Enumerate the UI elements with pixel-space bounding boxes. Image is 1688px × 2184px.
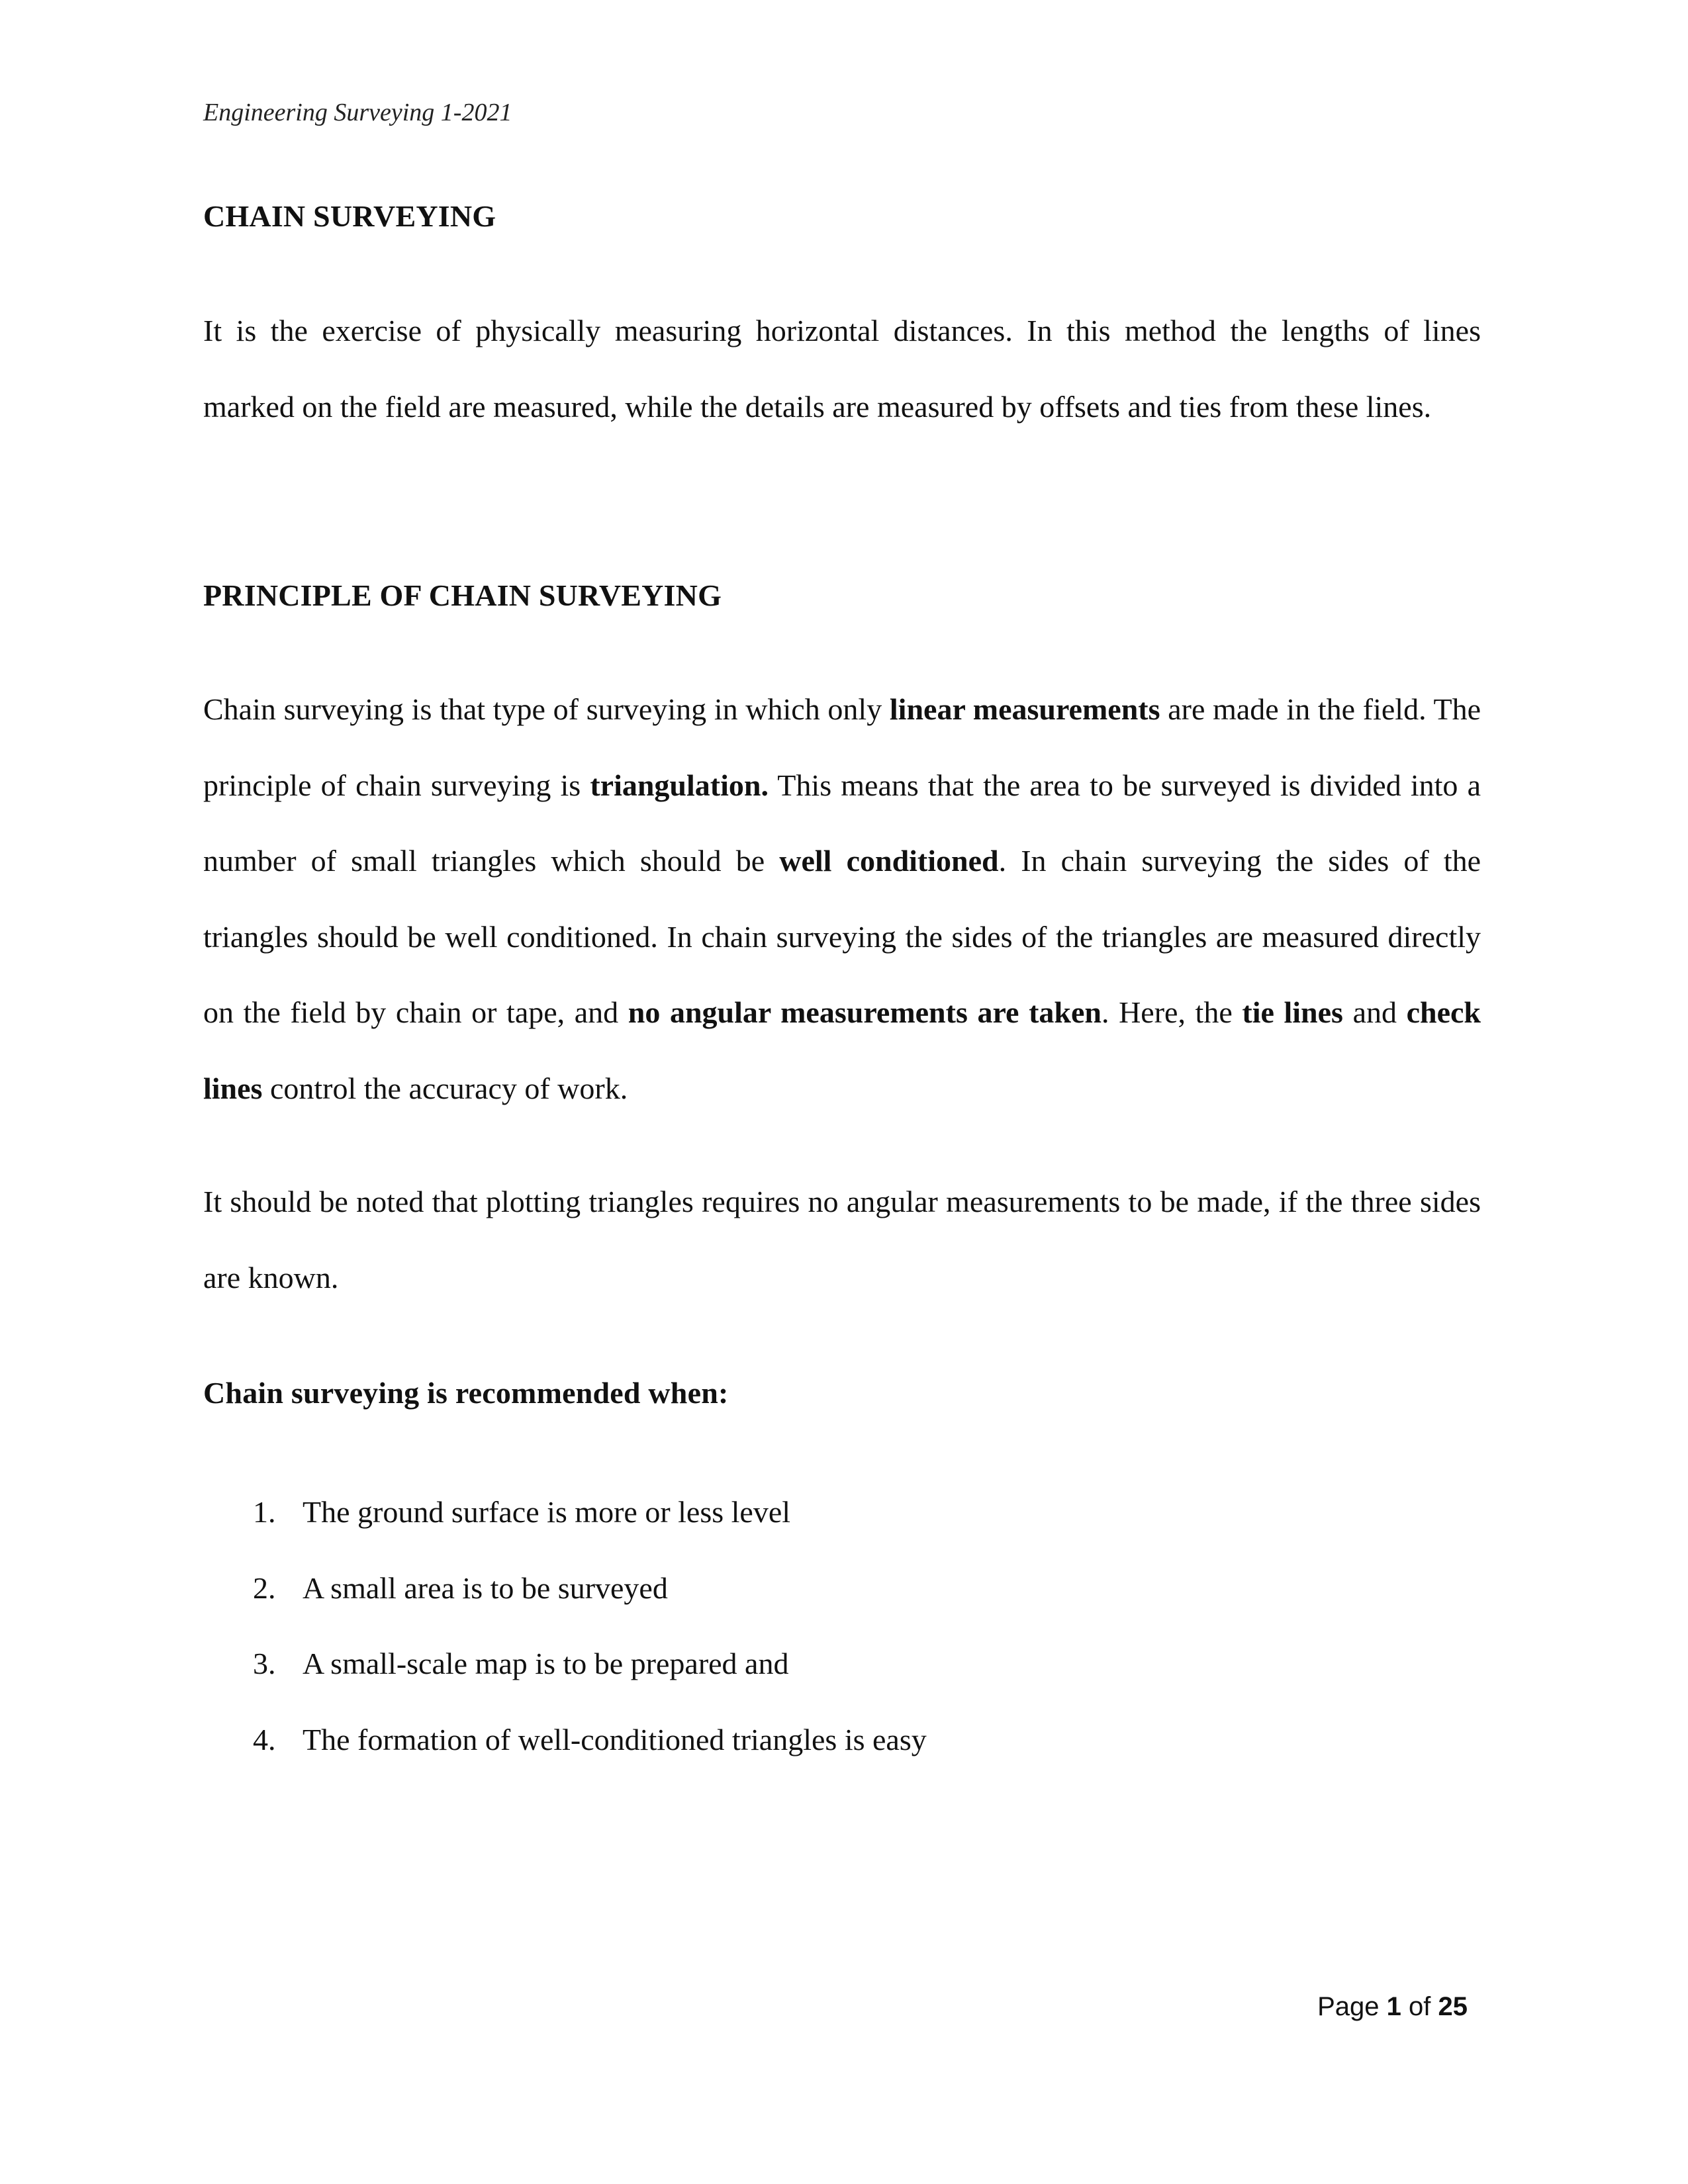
principle-paragraph: Chain surveying is that type of surveying in which only linear measurements are made in the field. The principle of chain surveying is triangulation. This means that the area to be surveyed is divided into a number of small triangles which should be well conditioned. In chain surveying the sides of the triangles should be well conditioned. In chain surveying the sides of the triangles are measured directly on the field by chain or tape, and no angular measurements are taken. Here, the tie lines and check lines control the accuracy of work.	[203, 692, 1481, 1105]
running-header: Engineering Surveying 1-2021	[203, 99, 512, 126]
document-page	[203, 0, 1481, 2184]
page-number-footer: Page 1 of 25	[1317, 1992, 1468, 2021]
bold-linear-measurements: linear measurements	[889, 692, 1160, 726]
principle-heading: PRINCIPLE OF CHAIN SURVEYING	[203, 578, 722, 612]
bold-well-conditioned: well conditioned	[779, 844, 999, 878]
bold-check-lines: check lines	[203, 995, 1481, 1105]
bold-no-angular-measurements: no angular measurements are taken	[628, 995, 1102, 1029]
recommended-list	[203, 1475, 1481, 1778]
bold-triangulation: triangulation.	[590, 768, 769, 802]
list-item: 2. A small area is to be surveyed	[253, 1570, 668, 1605]
list-item: 1. The ground surface is more or less level	[253, 1495, 791, 1529]
bold-tie-lines: tie lines	[1242, 995, 1343, 1029]
note-paragraph: It should be noted that plotting triangles requires no angular measurements to be made, if the three sides are known.	[203, 1185, 1481, 1295]
page-title: CHAIN SURVEYING	[203, 199, 496, 233]
list-item: 3. A small-scale map is to be prepared and	[253, 1647, 789, 1680]
intro-paragraph: It is the exercise of physically measuring horizontal distances. In this method the lengths of lines marked on the field are measured, while the details are measured by offsets and ties from these lines.	[203, 314, 1481, 424]
list-item: 4. The formation of well-conditioned triangles is easy	[253, 1722, 927, 1756]
recommended-heading: Chain surveying is recommended when:	[203, 1376, 729, 1410]
